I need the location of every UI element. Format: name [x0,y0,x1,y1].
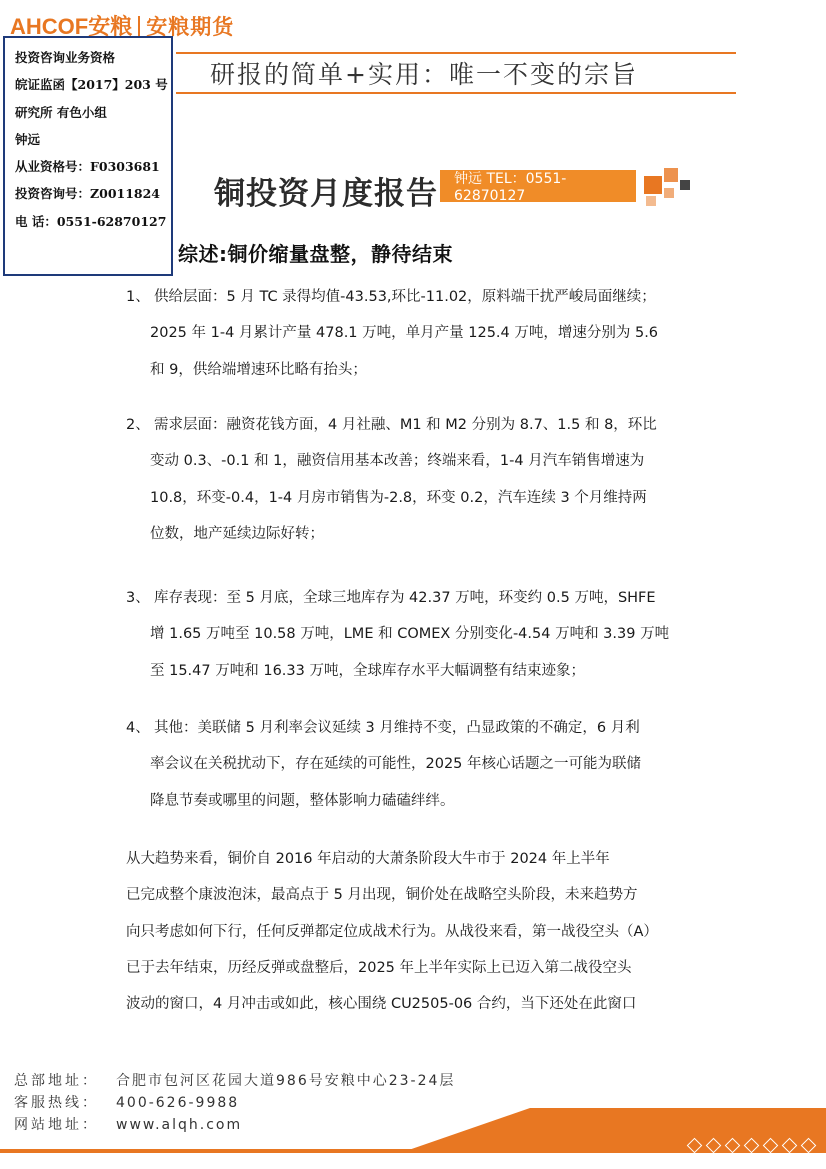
diamond-icon [763,1138,779,1154]
item-line: 供给层面：5 月 TC 录得均值-43.53,环比-11.02，原料端干扰严峻局面继续； [154,289,656,305]
body-paragraph [126,841,726,1022]
paragraph-line: 已于去年结束，历经反弹或盘整后，2025 年上半年实际上已迈入第二战役空头 [126,959,632,976]
item-line: 降息节奏或哪里的问题，整体影响力磕磕绊绊。 [150,792,455,809]
info-license: 皖证监函【2017】203 号 [15,77,168,93]
list-item [126,710,716,819]
diamond-icon [725,1138,741,1154]
item-line: 2025 年 1-4 月累计产量 478.1 万吨，单月产量 125.4 万吨，增速分别为 5.6 [150,325,659,342]
contact-bar [440,170,636,202]
footer-contact [14,1070,455,1136]
diamond-icon [706,1138,722,1154]
paragraph-line: 从大趋势来看，铜价自 2016 年启动的大萧条阶段大牛市于 2024 年上半年 [126,851,610,867]
footer-row-website [14,1114,455,1136]
item-line: 率会议在关税扰动下，存在延续的可能性，2025 年核心话题之一可能为联储 [150,756,642,773]
footer-label: 总部地址： [14,1073,99,1089]
diamond-icon [744,1138,760,1154]
item-number: 4、 [126,720,150,736]
footer-stripe [0,1149,600,1153]
diamond-icon [687,1138,703,1154]
report-title: 铜投资月度报告 [214,176,438,212]
info-analyst-name: 钟远 [15,131,41,147]
item-line: 增 1.65 万吨至 10.58 万吨，LME 和 COMEX 分别变化-4.54 万吨和 3.39 万吨 [150,626,670,643]
footer-label: 客服热线： [14,1095,99,1111]
deco-square-2 [664,168,678,182]
footer-row-hotline [14,1092,455,1114]
info-department: 研究所 有色小组 [15,104,107,120]
footer-label: 网站地址： [14,1117,99,1133]
slogan-band [176,52,736,94]
item-number: 3、 [126,590,150,606]
footer-value: 合肥市包河区花园大道986号安粮中心23-24层 [116,1073,456,1089]
footer-value: www.alqh.com [116,1117,243,1133]
info-phone: 电 话：0551-62870127 [15,213,167,229]
item-line: 至 15.47 万吨和 16.33 万吨，全球库存水平大幅调整有结束迹象； [150,662,585,679]
analyst-info-box [3,36,173,276]
item-line: 需求层面：融资花钱方面，4 月社融、M1 和 M2 分别为 8.7、1.5 和 8，环比 [154,417,657,433]
footer-value: 400-626-9988 [116,1095,240,1111]
item-line: 和 9，供给端增速环比略有抬头； [150,361,367,378]
deco-square-5 [646,196,656,206]
logo-divider [138,16,140,36]
item-line: 10.8，环变-0.4，1-4 月房市销售为-2.8，环变 0.2，汽车连续 3 个月维持两 [150,489,647,506]
contact-text: 钟远 TEL：0551-62870127 [454,171,567,204]
footer-row-address [14,1070,455,1092]
section-title: 综述:铜价缩量盘整，静待结束 [178,242,453,266]
item-line: 变动 0.3、-0.1 和 1，融资信用基本改善；终端来看，1-4 月汽车销售增速为 [150,453,645,470]
deco-square-3 [664,188,674,198]
deco-square-1 [644,176,662,194]
item-line: 库存表现：至 5 月底，全球三地库存为 42.37 万吨，环变约 0.5 万吨，SHFE [154,590,656,606]
list-item [126,580,716,689]
logo-chinese: 安粮期货 [146,15,235,39]
paragraph-line: 波动的窗口，4 月冲击或如此，核心围绕 CU2505-06 合约，当下还处在此窗口 [126,996,637,1013]
logo-english: AHCOF安粮 [10,14,133,39]
diamond-icon [801,1138,817,1154]
footer-diamonds [689,1140,814,1151]
deco-square-4 [680,180,690,190]
list-item [126,407,716,552]
slogan-text: 研报的简单+实用：唯一不变的宗旨 [210,60,638,89]
info-consulting-number: 投资咨询号：Z0011824 [15,186,161,202]
diamond-icon [782,1138,798,1154]
item-number: 1、 [126,289,150,305]
item-number: 2、 [126,417,150,433]
paragraph-line: 向只考虑如何下行，任何反弹都定位成战术行为。从战役来看，第一战役空头（A） [126,923,658,940]
info-qualification: 投资咨询业务资格 [15,50,116,65]
item-line: 其他：美联储 5 月利率会议延续 3 月维持不变，凸显政策的不确定，6 月利 [154,720,640,736]
list-item [126,279,716,388]
paragraph-line: 已完成整个康波泡沫，最高点于 5 月出现，铜价处在战略空头阶段，未来趋势方 [126,887,638,904]
info-practice-number: 从业资格号：F0303681 [15,159,160,175]
item-line: 位数，地产延续边际好转； [150,525,324,542]
